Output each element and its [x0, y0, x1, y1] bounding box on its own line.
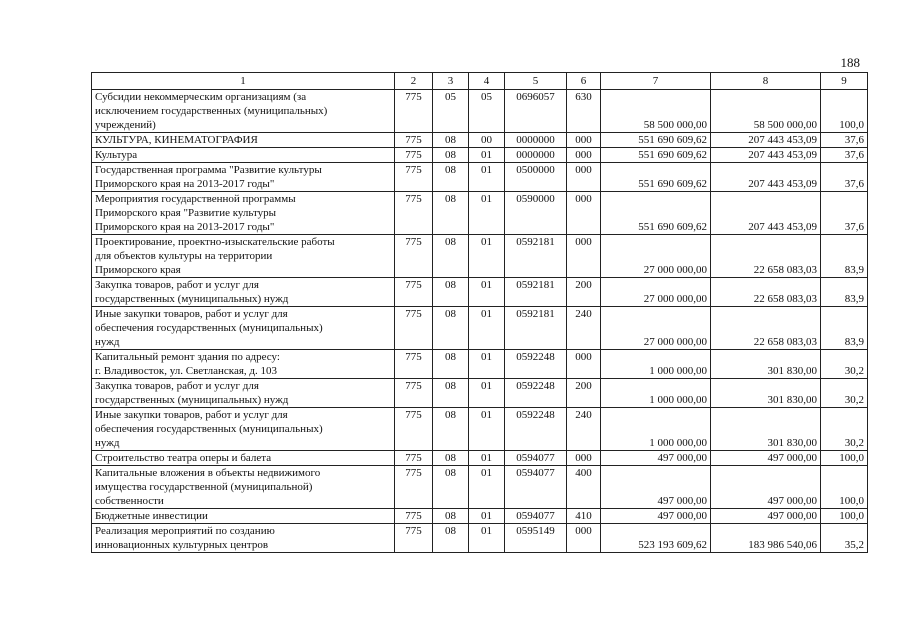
expense-type-cell: 000: [567, 451, 601, 466]
percent-cell: 30,2: [821, 350, 868, 379]
percent-cell: 83,9: [821, 278, 868, 307]
column-header: 4: [469, 73, 505, 90]
section-cell: 08: [433, 235, 469, 278]
section-cell: 05: [433, 90, 469, 133]
expense-type-cell: 000: [567, 350, 601, 379]
table-row: [92, 350, 868, 379]
row-name-cell: Субсидии некоммерческим организациям (за исключением государственных (муниципальных) учреждений): [92, 90, 395, 133]
planned-amount-cell: 551 690 609,62: [601, 163, 711, 192]
code-cell: 775: [395, 451, 433, 466]
page-number: 188: [840, 55, 860, 70]
subsection-cell: 05: [469, 90, 505, 133]
section-cell: 08: [433, 379, 469, 408]
section-cell: 08: [433, 451, 469, 466]
section-cell: 08: [433, 307, 469, 350]
executed-amount-cell: 22 658 083,03: [711, 307, 821, 350]
percent-cell: 100,0: [821, 90, 868, 133]
expense-type-cell: 000: [567, 133, 601, 148]
target-article-cell: 0000000: [505, 133, 567, 148]
percent-cell: 30,2: [821, 379, 868, 408]
subsection-cell: 01: [469, 163, 505, 192]
expense-type-cell: 000: [567, 148, 601, 163]
code-cell: 775: [395, 148, 433, 163]
subsection-cell: 01: [469, 350, 505, 379]
expense-type-cell: 630: [567, 90, 601, 133]
percent-cell: 37,6: [821, 163, 868, 192]
target-article-cell: 0594077: [505, 466, 567, 509]
row-name-cell: Иные закупки товаров, работ и услуг для обеспечения государственных (муниципальных) нужд: [92, 307, 395, 350]
target-article-cell: 0590000: [505, 192, 567, 235]
code-cell: 775: [395, 235, 433, 278]
executed-amount-cell: 301 830,00: [711, 350, 821, 379]
planned-amount-cell: 551 690 609,62: [601, 192, 711, 235]
planned-amount-cell: 523 193 609,62: [601, 524, 711, 553]
planned-amount-cell: 27 000 000,00: [601, 235, 711, 278]
table-row: [92, 509, 868, 524]
executed-amount-cell: 301 830,00: [711, 379, 821, 408]
section-cell: 08: [433, 163, 469, 192]
table-row: [92, 133, 868, 148]
table-row: [92, 278, 868, 307]
expense-type-cell: 200: [567, 278, 601, 307]
target-article-cell: 0595149: [505, 524, 567, 553]
subsection-cell: 01: [469, 451, 505, 466]
table-row: [92, 307, 868, 350]
expense-type-cell: 000: [567, 524, 601, 553]
planned-amount-cell: 497 000,00: [601, 451, 711, 466]
planned-amount-cell: 27 000 000,00: [601, 278, 711, 307]
percent-cell: 37,6: [821, 133, 868, 148]
column-header: 6: [567, 73, 601, 90]
row-name-cell: Иные закупки товаров, работ и услуг для обеспечения государственных (муниципальных) нужд: [92, 408, 395, 451]
subsection-cell: 01: [469, 235, 505, 278]
target-article-cell: 0592248: [505, 350, 567, 379]
column-header: 2: [395, 73, 433, 90]
section-cell: 08: [433, 133, 469, 148]
row-name-cell: Мероприятия государственной программы Приморского края "Развитие культуры Приморского края на 2013-2017 годы": [92, 192, 395, 235]
subsection-cell: 00: [469, 133, 505, 148]
expense-type-cell: 000: [567, 192, 601, 235]
table-row: [92, 90, 868, 133]
table-row: [92, 408, 868, 451]
planned-amount-cell: 1 000 000,00: [601, 379, 711, 408]
row-name-cell: Культура: [92, 148, 395, 163]
executed-amount-cell: 497 000,00: [711, 451, 821, 466]
subsection-cell: 01: [469, 278, 505, 307]
planned-amount-cell: 551 690 609,62: [601, 133, 711, 148]
section-cell: 08: [433, 148, 469, 163]
column-header: 5: [505, 73, 567, 90]
row-name-cell: КУЛЬТУРА, КИНЕМАТОГРАФИЯ: [92, 133, 395, 148]
code-cell: 775: [395, 192, 433, 235]
code-cell: 775: [395, 163, 433, 192]
row-name-cell: Проектирование, проектно-изыскательские работы для объектов культуры на территории Приморского края: [92, 235, 395, 278]
target-article-cell: 0594077: [505, 451, 567, 466]
executed-amount-cell: 207 443 453,09: [711, 192, 821, 235]
percent-cell: 100,0: [821, 509, 868, 524]
header-row: [92, 73, 868, 90]
code-cell: 775: [395, 408, 433, 451]
section-cell: 08: [433, 524, 469, 553]
code-cell: 775: [395, 307, 433, 350]
code-cell: 775: [395, 379, 433, 408]
section-cell: 08: [433, 350, 469, 379]
executed-amount-cell: 22 658 083,03: [711, 278, 821, 307]
subsection-cell: 01: [469, 148, 505, 163]
expense-type-cell: 410: [567, 509, 601, 524]
planned-amount-cell: 551 690 609,62: [601, 148, 711, 163]
section-cell: 08: [433, 466, 469, 509]
code-cell: 775: [395, 133, 433, 148]
expense-type-cell: 000: [567, 163, 601, 192]
target-article-cell: 0592248: [505, 408, 567, 451]
percent-cell: 100,0: [821, 466, 868, 509]
target-article-cell: 0592181: [505, 235, 567, 278]
code-cell: 775: [395, 350, 433, 379]
subsection-cell: 01: [469, 192, 505, 235]
row-name-cell: Реализация мероприятий по созданию инновационных культурных центров: [92, 524, 395, 553]
section-cell: 08: [433, 278, 469, 307]
column-header: 9: [821, 73, 868, 90]
row-name-cell: Бюджетные инвестиции: [92, 509, 395, 524]
column-header: 1: [92, 73, 395, 90]
row-name-cell: Закупка товаров, работ и услуг для государственных (муниципальных) нужд: [92, 278, 395, 307]
expense-type-cell: 200: [567, 379, 601, 408]
percent-cell: 37,6: [821, 148, 868, 163]
percent-cell: 37,6: [821, 192, 868, 235]
row-name-cell: Капитальный ремонт здания по адресу: г. Владивосток, ул. Светланская, д. 103: [92, 350, 395, 379]
table-row: [92, 451, 868, 466]
executed-amount-cell: 183 986 540,06: [711, 524, 821, 553]
column-header: 3: [433, 73, 469, 90]
subsection-cell: 01: [469, 379, 505, 408]
row-name-cell: Строительство театра оперы и балета: [92, 451, 395, 466]
section-cell: 08: [433, 509, 469, 524]
planned-amount-cell: 1 000 000,00: [601, 350, 711, 379]
column-header: 7: [601, 73, 711, 90]
planned-amount-cell: 27 000 000,00: [601, 307, 711, 350]
executed-amount-cell: 207 443 453,09: [711, 148, 821, 163]
subsection-cell: 01: [469, 524, 505, 553]
executed-amount-cell: 58 500 000,00: [711, 90, 821, 133]
executed-amount-cell: 22 658 083,03: [711, 235, 821, 278]
target-article-cell: 0594077: [505, 509, 567, 524]
code-cell: 775: [395, 466, 433, 509]
table-row: [92, 148, 868, 163]
table-row: [92, 524, 868, 553]
percent-cell: 100,0: [821, 451, 868, 466]
subsection-cell: 01: [469, 466, 505, 509]
budget-table: [91, 72, 868, 553]
section-cell: 08: [433, 192, 469, 235]
table-row: [92, 192, 868, 235]
target-article-cell: 0000000: [505, 148, 567, 163]
table-row: [92, 163, 868, 192]
target-article-cell: 0592181: [505, 307, 567, 350]
target-article-cell: 0592181: [505, 278, 567, 307]
subsection-cell: 01: [469, 509, 505, 524]
executed-amount-cell: 497 000,00: [711, 466, 821, 509]
code-cell: 775: [395, 509, 433, 524]
code-cell: 775: [395, 90, 433, 133]
percent-cell: 83,9: [821, 235, 868, 278]
target-article-cell: 0500000: [505, 163, 567, 192]
table-row: [92, 466, 868, 509]
subsection-cell: 01: [469, 408, 505, 451]
planned-amount-cell: 1 000 000,00: [601, 408, 711, 451]
planned-amount-cell: 497 000,00: [601, 466, 711, 509]
column-header: 8: [711, 73, 821, 90]
table-row: [92, 235, 868, 278]
row-name-cell: Государственная программа "Развитие культуры Приморского края на 2013-2017 годы": [92, 163, 395, 192]
planned-amount-cell: 58 500 000,00: [601, 90, 711, 133]
subsection-cell: 01: [469, 307, 505, 350]
row-name-cell: Капитальные вложения в объекты недвижимого имущества государственной (муниципальной) собственности: [92, 466, 395, 509]
executed-amount-cell: 207 443 453,09: [711, 133, 821, 148]
target-article-cell: 0696057: [505, 90, 567, 133]
expense-type-cell: 000: [567, 235, 601, 278]
target-article-cell: 0592248: [505, 379, 567, 408]
planned-amount-cell: 497 000,00: [601, 509, 711, 524]
percent-cell: 35,2: [821, 524, 868, 553]
code-cell: 775: [395, 524, 433, 553]
expense-type-cell: 240: [567, 307, 601, 350]
row-name-cell: Закупка товаров, работ и услуг для государственных (муниципальных) нужд: [92, 379, 395, 408]
code-cell: 775: [395, 278, 433, 307]
executed-amount-cell: 497 000,00: [711, 509, 821, 524]
table-row: [92, 379, 868, 408]
percent-cell: 30,2: [821, 408, 868, 451]
expense-type-cell: 240: [567, 408, 601, 451]
expense-type-cell: 400: [567, 466, 601, 509]
executed-amount-cell: 301 830,00: [711, 408, 821, 451]
percent-cell: 83,9: [821, 307, 868, 350]
executed-amount-cell: 207 443 453,09: [711, 163, 821, 192]
section-cell: 08: [433, 408, 469, 451]
